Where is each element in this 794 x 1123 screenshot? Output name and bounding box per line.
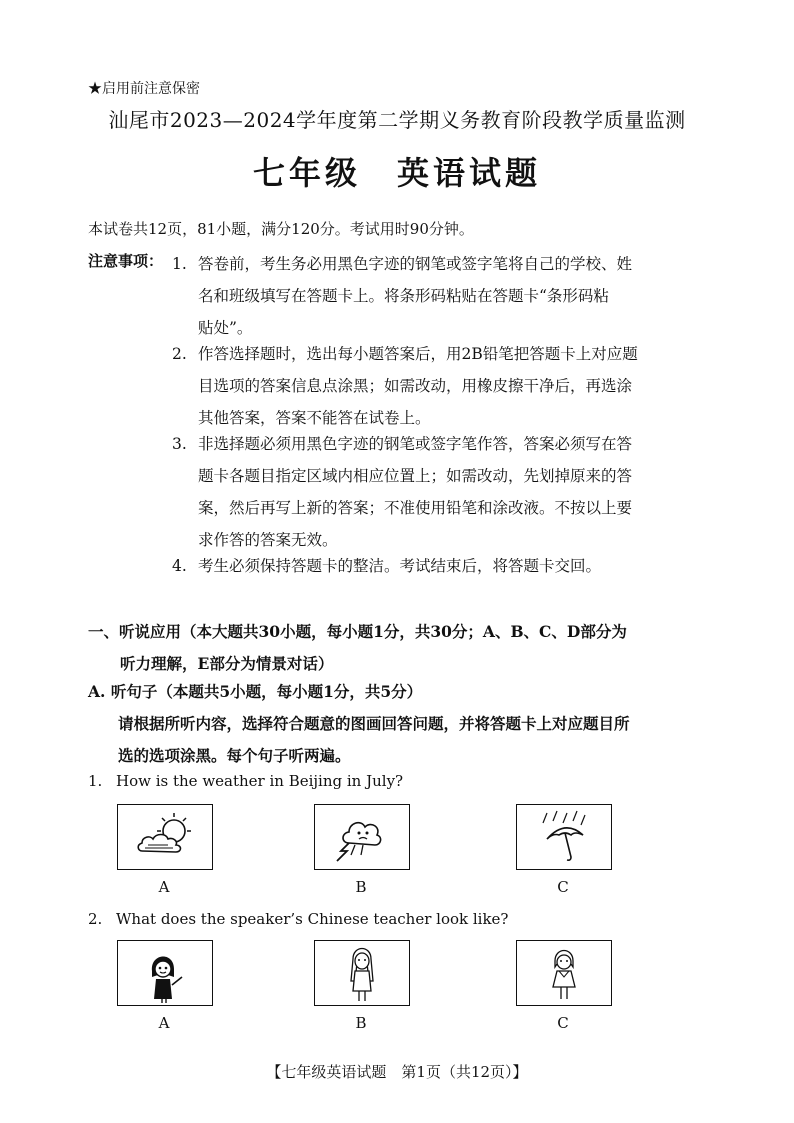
note-number: 1. bbox=[172, 255, 187, 273]
option-label: A bbox=[158, 878, 170, 896]
option-label: B bbox=[355, 1014, 367, 1032]
note-line: 案，然后再写上新的答案；不准使用铅笔和涂改液。不按以上要 bbox=[198, 499, 633, 517]
section-1-line: 一、听说应用（本大题共30小题，每小题1分，共30分；A、B、C、D部分为 bbox=[88, 622, 627, 641]
exam-header: 汕尾市2023—2024学年度第二学期义务教育阶段教学质量监测 bbox=[108, 108, 686, 132]
question-number: 1. bbox=[88, 772, 103, 790]
note-line: 作答选择题时，选出每小题答案后，用2B铅笔把答题卡上对应题 bbox=[198, 345, 638, 363]
note-number: 3. bbox=[172, 435, 187, 453]
note-line: 非选择题必须用黑色字迹的钢笔或签字笔作答，答案必须写在答 bbox=[198, 435, 633, 453]
sun-cloud-icon bbox=[117, 804, 213, 870]
note-2 bbox=[172, 338, 638, 434]
question-2 bbox=[88, 910, 508, 928]
note-line: 考生必须保持答题卡的整洁。考试结束后，将答题卡交回。 bbox=[198, 557, 602, 575]
note-line: 其他答案，答案不能答在试卷上。 bbox=[198, 409, 431, 427]
question-text: How is the weather in Beijing in July? bbox=[116, 772, 404, 790]
option-label: B bbox=[355, 878, 367, 896]
option-label: C bbox=[557, 1014, 569, 1032]
umbrella-rain-icon bbox=[516, 804, 612, 870]
long-hair-girl-icon bbox=[314, 940, 410, 1006]
page-footer: 【七年级英语试题 第1页（共12页）】 bbox=[266, 1063, 528, 1081]
question-number: 2. bbox=[88, 910, 103, 928]
short-hair-girl-icon bbox=[516, 940, 612, 1006]
question-1 bbox=[88, 772, 403, 790]
note-line: 题卡各题目指定区域内相应位置上；如需改动，先划掉原来的答 bbox=[198, 467, 633, 485]
question-text: What does the speaker’s Chinese teacher look like? bbox=[116, 910, 509, 928]
option-label: A bbox=[158, 1014, 170, 1032]
instruction-line: 请根据所听内容，选择符合题意的图画回答问题，并将答题卡上对应题目所 bbox=[118, 714, 630, 733]
note-1 bbox=[172, 248, 633, 344]
note-number: 2. bbox=[172, 345, 187, 363]
confidential-note: ★启用前注意保密 bbox=[88, 81, 200, 97]
page-title: 七年级 英语试题 bbox=[252, 154, 541, 192]
note-3 bbox=[172, 428, 633, 556]
section-a-heading: A. 听句子（本题共5小题，每小题1分，共5分） bbox=[88, 682, 423, 701]
storm-cloud-icon bbox=[314, 804, 410, 870]
section-a-instructions bbox=[118, 708, 630, 772]
notes-label: 注意事项： bbox=[88, 252, 164, 270]
instruction-line: 选的选项涂黑。每个句子听两遍。 bbox=[118, 746, 351, 765]
section-1-heading bbox=[88, 616, 627, 680]
note-line: 答卷前，考生务必用黑色字迹的钢笔或签字笔将自己的学校、姓 bbox=[198, 255, 633, 273]
short-hair-teacher-icon bbox=[117, 940, 213, 1006]
section-1-line: 听力理解，E部分为情景对话） bbox=[120, 654, 334, 673]
note-line: 求作答的答案无效。 bbox=[198, 531, 338, 549]
option-label: C bbox=[557, 878, 569, 896]
note-line: 目选项的答案信息点涂黑；如需改动，用橡皮擦干净后，再选涂 bbox=[198, 377, 633, 395]
exam-intro: 本试卷共12页，81小题，满分120分。考试用时90分钟。 bbox=[88, 220, 474, 238]
note-4 bbox=[172, 550, 602, 582]
note-line: 名和班级填写在答题卡上。将条形码粘贴在答题卡“条形码粘 bbox=[198, 287, 609, 305]
note-line: 贴处”。 bbox=[198, 319, 253, 337]
note-number: 4. bbox=[172, 557, 187, 575]
